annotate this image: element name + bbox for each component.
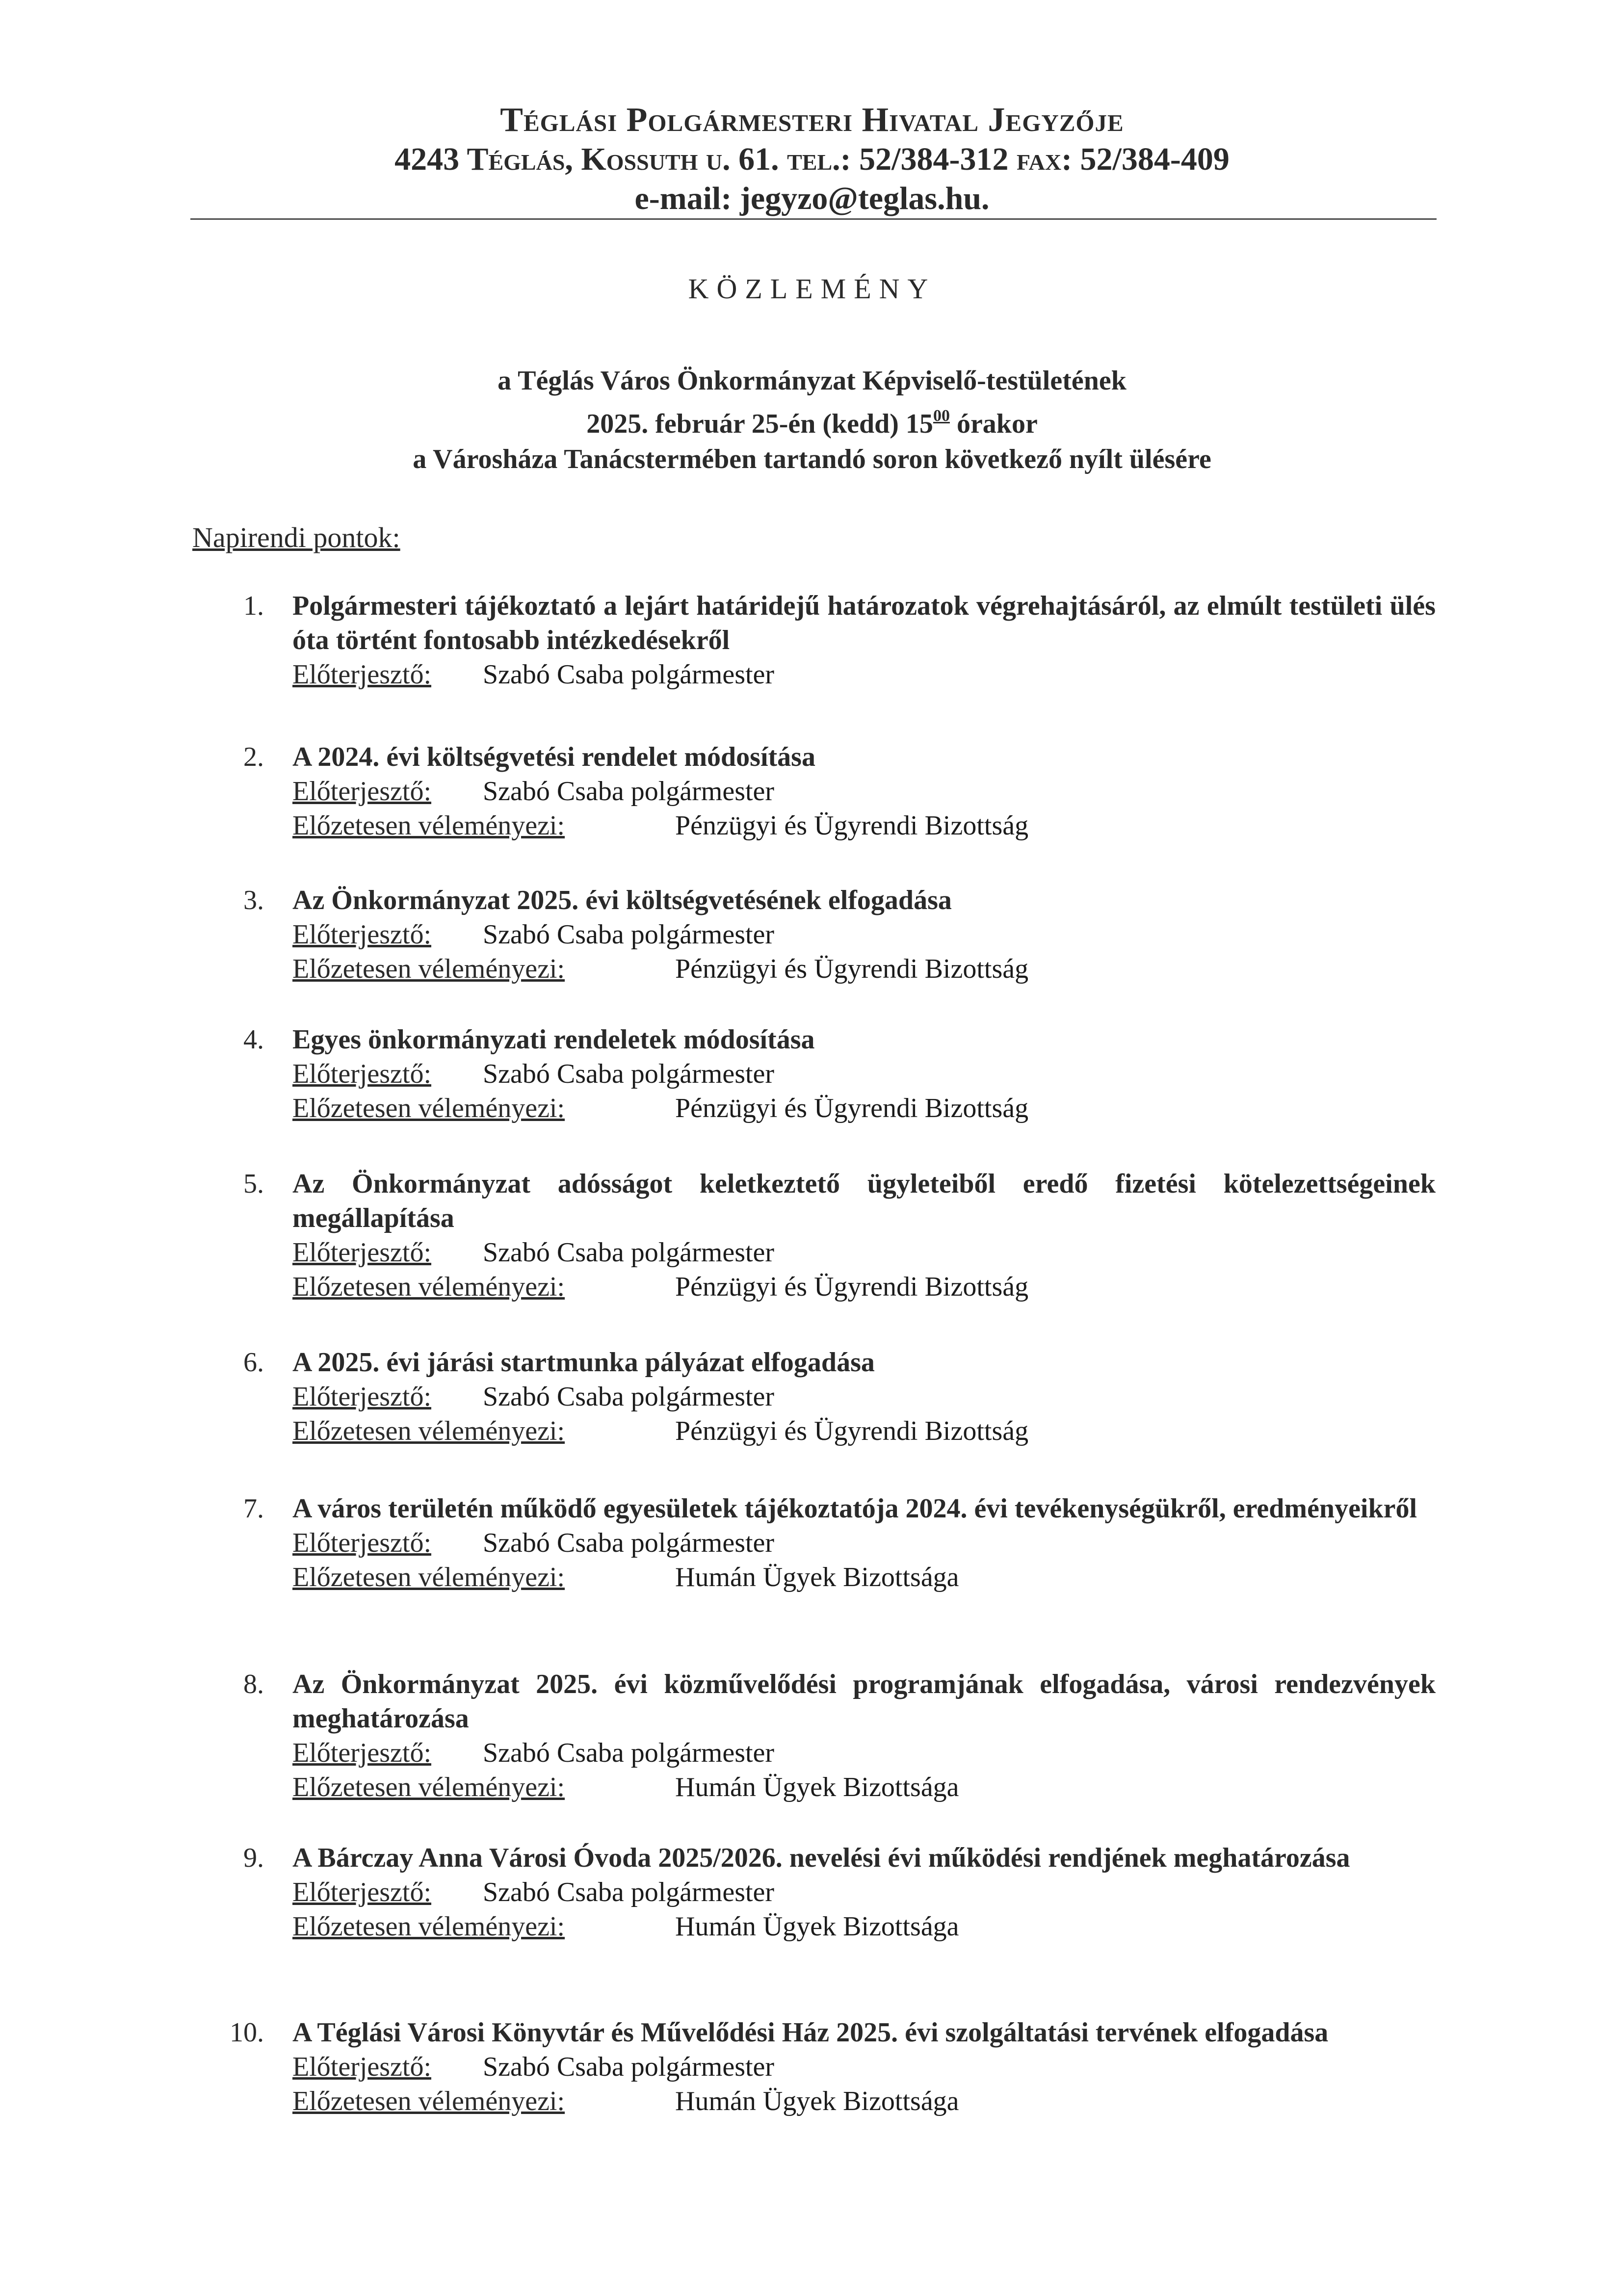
reviewer-name: Humán Ügyek Bizottsága: [675, 1911, 959, 1942]
meeting-time-minutes: 00: [933, 407, 950, 425]
presenter-label: Előterjesztő:: [292, 1528, 432, 1558]
meeting-date: 2025. február 25-én (kedd) 15: [586, 409, 933, 439]
presenter-name: Szabó Csaba polgármester: [483, 1382, 775, 1412]
notice-header: [0, 272, 1624, 477]
presenter-name: Szabó Csaba polgármester: [483, 1237, 775, 1268]
presenter-label: Előterjesztő:: [292, 1059, 432, 1089]
agenda-item-number: 4.: [243, 1024, 264, 1055]
presenter-name: Szabó Csaba polgármester: [483, 2052, 775, 2082]
presenter-line: [292, 1526, 1436, 1560]
presenter-label: Előterjesztő:: [292, 776, 432, 807]
reviewer-line: [292, 1770, 1436, 1804]
reviewer-name: Pénzügyi és Ügyrendi Bizottság: [675, 1093, 1029, 1123]
presenter-label: Előterjesztő:: [292, 1237, 432, 1268]
presenter-name: Szabó Csaba polgármester: [483, 776, 775, 807]
agenda-item-title: A 2025. évi járási startmunka pályázat elfogadása: [292, 1347, 875, 1378]
reviewer-name: Humán Ügyek Bizottsága: [675, 1772, 959, 1802]
reviewer-label: Előzetesen véleményezi:: [292, 1911, 565, 1942]
agenda-item-body: [292, 1491, 1436, 1594]
letterhead: [0, 101, 1624, 218]
agenda-item-number: 1.: [243, 591, 264, 621]
presenter-line: [292, 774, 1436, 809]
reviewer-line: [292, 1560, 1436, 1594]
agenda-item-title: Az Önkormányzat 2025. évi költségvetésének elfogadása: [292, 885, 952, 915]
agenda-item-title: Egyes önkormányzati rendeletek módosítása: [292, 1024, 815, 1055]
agenda-item-body: [292, 1667, 1436, 1804]
presenter-label: Előterjesztő:: [292, 1382, 432, 1412]
reviewer-label: Előzetesen véleményezi:: [292, 1272, 565, 1302]
reviewer-line: [292, 1091, 1436, 1125]
reviewer-line: [292, 1270, 1436, 1304]
presenter-line: [292, 1380, 1436, 1414]
reviewer-name: Pénzügyi és Ügyrendi Bizottság: [675, 810, 1029, 841]
agenda-item-number: 9.: [243, 1843, 264, 1873]
presenter-line: [292, 1235, 1436, 1270]
presenter-line: [292, 1736, 1436, 1770]
agenda-item-title: Az Önkormányzat 2025. évi közművelődési programjának elfogadása, városi rendezvények meghatározása: [292, 1669, 1436, 1734]
reviewer-name: Humán Ügyek Bizottsága: [675, 2086, 959, 2116]
reviewer-line: [292, 809, 1436, 843]
notice-body-line-3: a Városháza Tanácstermében tartandó soron következő nyílt ülésére: [413, 444, 1211, 474]
presenter-label: Előterjesztő:: [292, 659, 432, 690]
reviewer-name: Pénzügyi és Ügyrendi Bizottság: [675, 1272, 1029, 1302]
reviewer-name: Pénzügyi és Ügyrendi Bizottság: [675, 954, 1029, 984]
agenda-item-number: 2.: [243, 742, 264, 772]
agenda-item-title: A 2024. évi költségvetési rendelet módosítása: [292, 742, 815, 772]
reviewer-label: Előzetesen véleményezi:: [292, 1772, 565, 1802]
presenter-label: Előterjesztő:: [292, 919, 432, 950]
presenter-name: Szabó Csaba polgármester: [483, 1738, 775, 1768]
reviewer-label: Előzetesen véleményezi:: [292, 2086, 565, 2116]
presenter-name: Szabó Csaba polgármester: [483, 1877, 775, 1907]
presenter-label: Előterjesztő:: [292, 1738, 432, 1768]
notice-body-line-1: a Téglás Város Önkormányzat Képviselő-testületének: [498, 365, 1126, 396]
presenter-line: [292, 657, 1436, 692]
letterhead-email: e-mail: jegyzo@teglas.hu.: [634, 181, 990, 216]
presenter-name: Szabó Csaba polgármester: [483, 1528, 775, 1558]
reviewer-line: [292, 2084, 1436, 2118]
notice-body-line-2: [0, 398, 1624, 442]
reviewer-label: Előzetesen véleményezi:: [292, 1093, 565, 1123]
agenda-item-body: [292, 1167, 1436, 1304]
presenter-label: Előterjesztő:: [292, 2052, 432, 2082]
meeting-time-suffix: órakor: [949, 409, 1038, 439]
notice-title: KÖZLEMÉNY: [688, 273, 936, 305]
presenter-line: [292, 1057, 1436, 1091]
reviewer-line: [292, 952, 1436, 986]
agenda-item-body: [292, 883, 1436, 986]
reviewer-label: Előzetesen véleményezi:: [292, 810, 565, 841]
agenda-item-title: Az Önkormányzat adósságot keletkeztető ügyleteiből eredő fizetési kötelezettségeinek megállapítása: [292, 1169, 1436, 1233]
agenda-item-body: [292, 589, 1436, 692]
agenda-item-title: A város területén működő egyesületek tájékoztatója 2024. évi tevékenységükről, eredményeikről: [292, 1493, 1417, 1524]
agenda-item-number: 6.: [243, 1347, 264, 1378]
presenter-name: Szabó Csaba polgármester: [483, 659, 775, 690]
agenda-item-body: [292, 1022, 1436, 1125]
agenda-item-body: [292, 1345, 1436, 1448]
reviewer-label: Előzetesen véleményezi:: [292, 1562, 565, 1592]
agenda-item-body: [292, 1841, 1436, 1944]
agenda-item-number: 7.: [243, 1493, 264, 1524]
agenda-item-number: 5.: [243, 1169, 264, 1199]
reviewer-name: Pénzügyi és Ügyrendi Bizottság: [675, 1416, 1029, 1446]
presenter-line: [292, 1875, 1436, 1909]
agenda-item-number: 8.: [243, 1669, 264, 1699]
agenda-item-title: A Bárczay Anna Városi Óvoda 2025/2026. nevelési évi működési rendjének meghatározása: [292, 1843, 1350, 1873]
agenda-heading: Napirendi pontok:: [192, 522, 400, 553]
agenda-item-body: [292, 2015, 1436, 2118]
reviewer-name: Humán Ügyek Bizottsága: [675, 1562, 959, 1592]
agenda-item-title: Polgármesteri tájékoztató a lejárt határidejű határozatok végrehajtásáról, az elmúlt testületi ülés óta történt fontosabb intézkedésekről: [292, 591, 1436, 655]
presenter-name: Szabó Csaba polgármester: [483, 1059, 775, 1089]
presenter-line: [292, 917, 1436, 952]
reviewer-line: [292, 1909, 1436, 1944]
agenda-item-number: 10.: [230, 2017, 264, 2048]
presenter-name: Szabó Csaba polgármester: [483, 919, 775, 950]
agenda-item-body: [292, 740, 1436, 843]
agenda-item-title: A Téglási Városi Könyvtár és Művelődési Ház 2025. évi szolgáltatási tervének elfogadása: [292, 2017, 1329, 2048]
agenda-item-number: 3.: [243, 885, 264, 915]
reviewer-line: [292, 1414, 1436, 1448]
reviewer-label: Előzetesen véleményezi:: [292, 1416, 565, 1446]
letterhead-address: 4243 Téglás, Kossuth u. 61. tel.: 52/384-312 fax: 52/384-409: [394, 141, 1230, 177]
presenter-label: Előterjesztő:: [292, 1877, 432, 1907]
letterhead-divider: [190, 218, 1437, 220]
reviewer-label: Előzetesen véleményezi:: [292, 954, 565, 984]
presenter-line: [292, 2050, 1436, 2084]
letterhead-title: Téglási Polgármesteri Hivatal Jegyzője: [500, 101, 1124, 139]
